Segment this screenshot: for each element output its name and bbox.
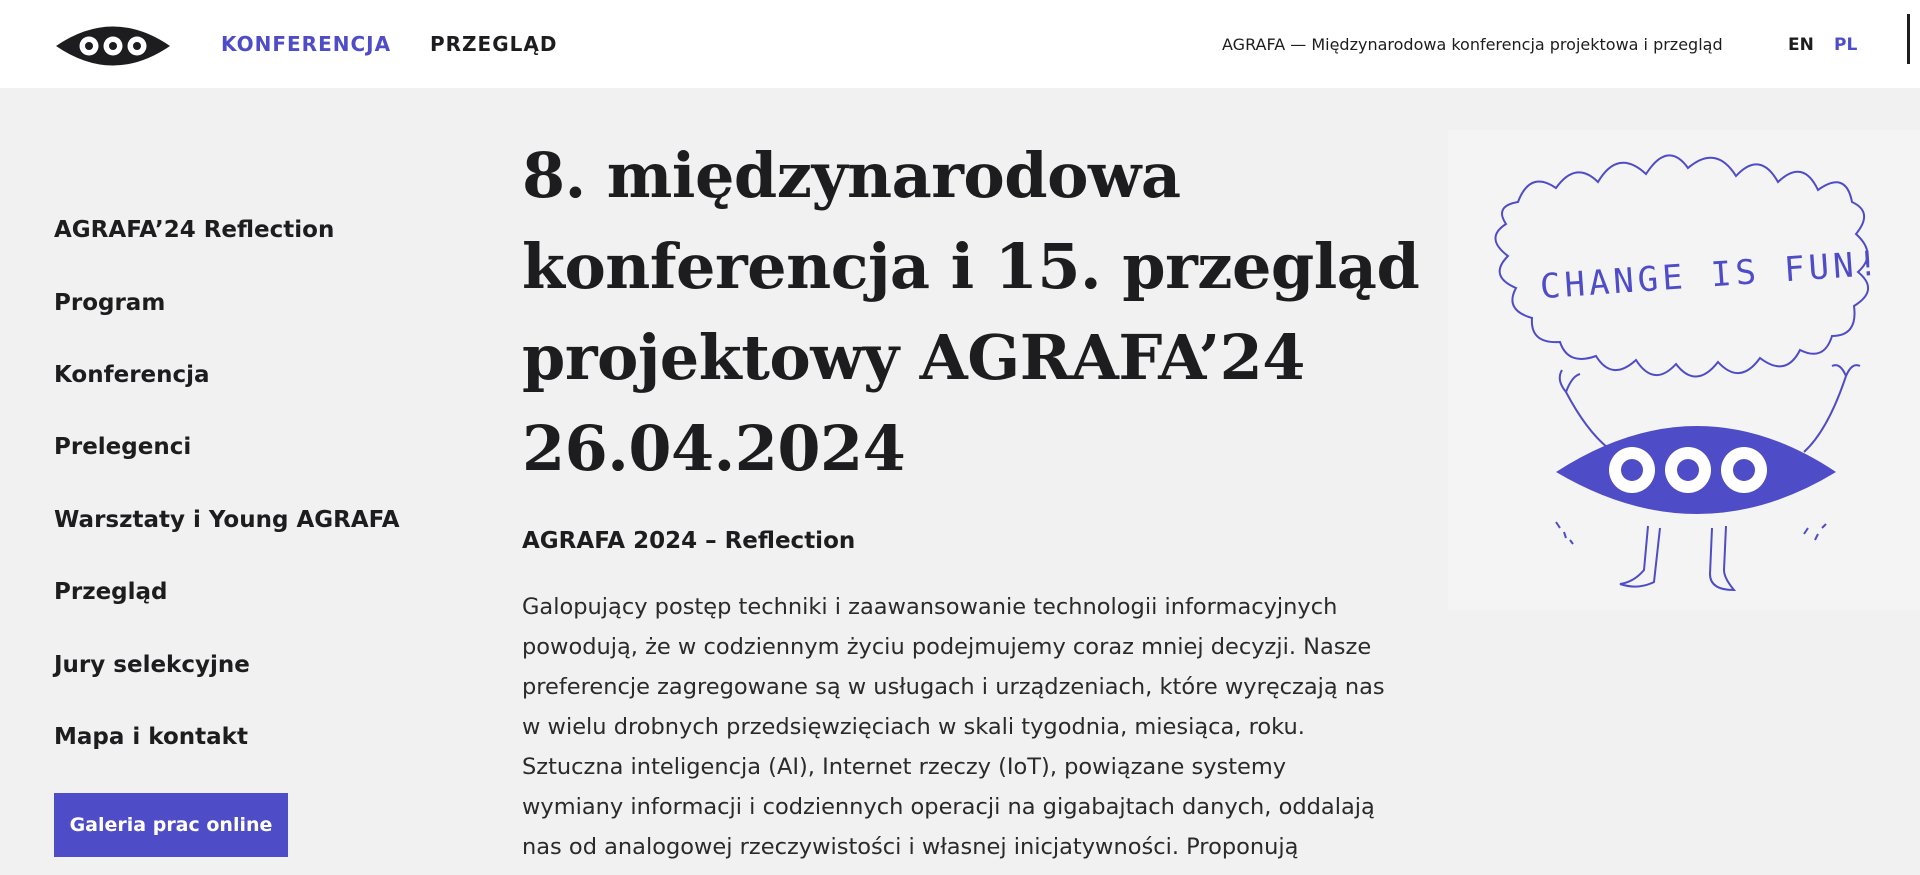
lang-pl-link[interactable]: PL (1834, 35, 1858, 55)
agrafa-logo-icon[interactable] (54, 23, 172, 69)
paragraph-line: wymiany informacji i codziennych operacji na gigabajtach danych, oddalają (522, 794, 1375, 820)
paragraph-line: nas od analogowej rzeczywistości i własnej inicjatywności. Proponują (522, 834, 1299, 860)
sidebar-item-jury[interactable]: Jury selekcyjne (54, 652, 250, 678)
title-line: 8. międzynarodowa (522, 139, 1181, 212)
nav-przeglad[interactable]: PRZEGLĄD (430, 32, 558, 56)
title-line: projektowy AGRAFA’24 (522, 321, 1305, 394)
illustration-panel (1448, 130, 1920, 610)
paragraph-line: w wielu drobnych przedsięwzięciach w skali tygodnia, miesiąca, roku. (522, 714, 1305, 740)
sidebar-item-warsztaty[interactable]: Warsztaty i Young AGRAFA (54, 507, 400, 533)
sidebar-item-mapa[interactable]: Mapa i kontakt (54, 724, 248, 750)
gallery-online-button[interactable]: Galeria prac online (54, 793, 288, 857)
header-tagline: AGRAFA — Międzynarodowa konferencja projektowa i przegląd (1222, 35, 1723, 54)
sidebar-item-prelegenci[interactable]: Prelegenci (54, 434, 192, 460)
eye-mascot-illustration-icon (1448, 130, 1920, 610)
sidebar-item-reflection[interactable]: AGRAFA’24 Reflection (54, 217, 335, 243)
site-header (0, 0, 1920, 88)
page-title (522, 130, 1420, 494)
paragraph-line: Sztuczna inteligencja (AI), Internet rzeczy (IoT), powiązane systemy (522, 754, 1287, 780)
sidebar-item-program[interactable]: Program (54, 290, 166, 316)
title-line: konferencja i 15. przegląd (522, 230, 1420, 303)
nav-konferencja[interactable]: KONFERENCJA (221, 32, 392, 56)
paragraph-line: preferencje zagregowane są w usługach i urządzeniach, które wyręczają nas (522, 674, 1385, 700)
sidebar-item-przeglad[interactable]: Przegląd (54, 579, 168, 605)
paragraph-line: powodują, że w codziennym życiu podejmujemy coraz mniej decyzji. Nasze (522, 634, 1372, 660)
scrollbar[interactable] (1907, 14, 1910, 64)
intro-paragraph (522, 587, 1402, 867)
bubble-text: CHANGE IS FUN! (1538, 243, 1884, 308)
sidebar-item-konferencja[interactable]: Konferencja (54, 362, 210, 388)
main-content (522, 130, 1420, 867)
lang-en-link[interactable]: EN (1788, 35, 1814, 55)
section-subtitle: AGRAFA 2024 – Reflection (522, 528, 856, 554)
title-line: 26.04.2024 (522, 412, 906, 485)
paragraph-line: Galopujący postęp techniki i zaawansowanie technologii informacyjnych (522, 594, 1338, 620)
